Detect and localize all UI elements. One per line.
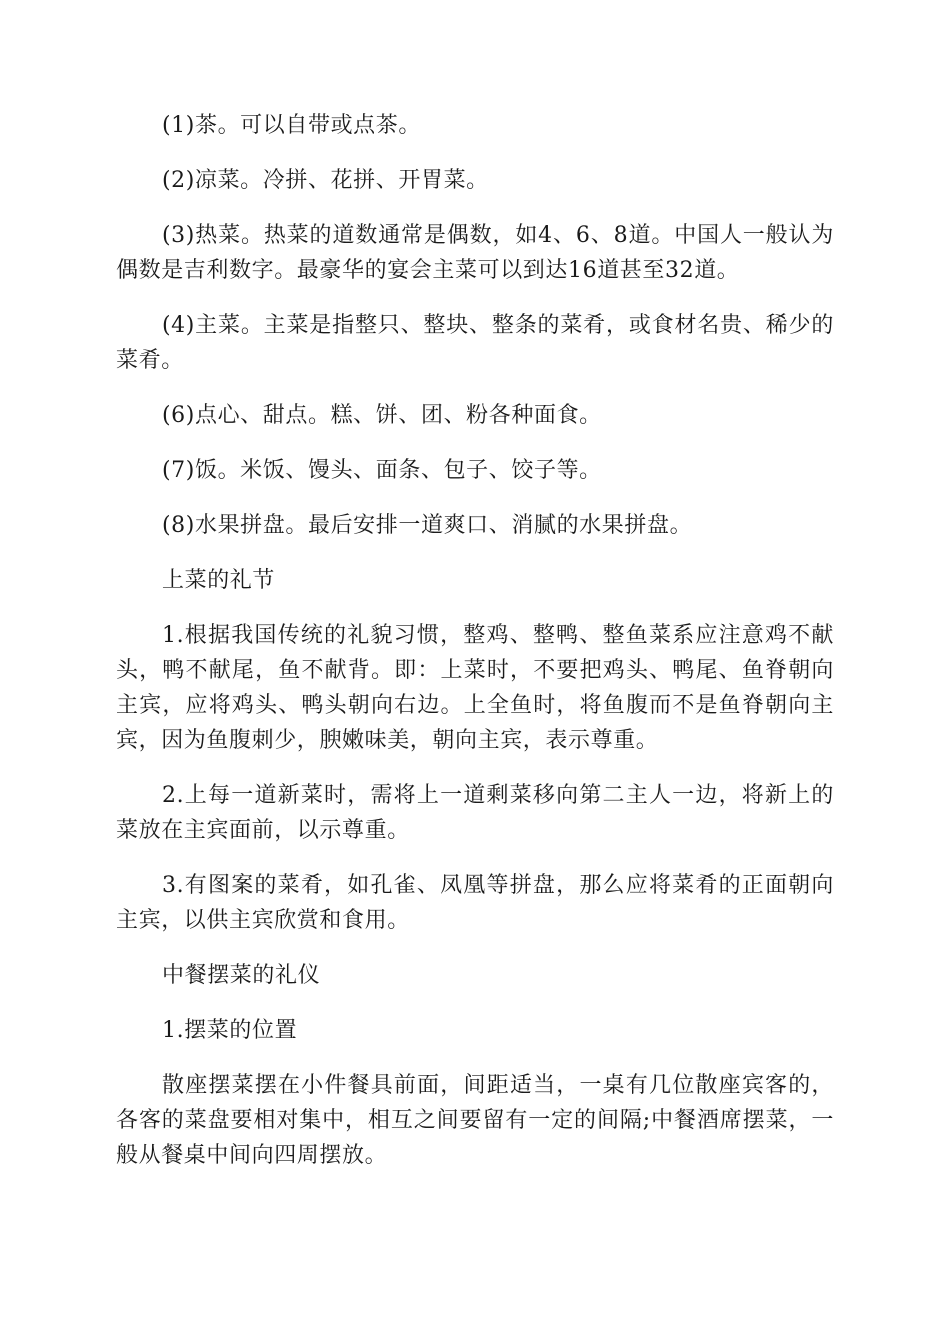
paragraph-tea: (1)茶。可以自带或点茶。 [162,113,421,138]
section-heading-serving-etiquette: 上菜的礼节 [162,568,276,593]
paragraph-cold-dishes: (2)凉菜。冷拼、花拼、开胃菜。 [162,168,489,193]
paragraph-main-dishes: (4)主菜。主菜是指整只、整块、整条的菜肴，或食材名贵、稀少的菜肴。 [116,313,834,373]
subheading-dish-position: 1.摆菜的位置 [162,1018,298,1043]
paragraph-staples: (7)饭。米饭、馒头、面条、包子、饺子等。 [162,458,602,483]
paragraph-desserts: (6)点心、甜点。糕、饼、团、粉各种面食。 [162,403,602,428]
section-heading-placement-etiquette: 中餐摆菜的礼仪 [162,963,321,988]
document-body [116,108,834,1193]
paragraph-fruit-platter: (8)水果拼盘。最后安排一道爽口、消腻的水果拼盘。 [162,513,693,538]
paragraph-dish-placement: 散座摆菜摆在小件餐具前面，间距适当，一桌有几位散座宾客的，各客的菜盘要相对集中，相互之间要留有一定的间隔;中餐酒席摆菜，一般从餐桌中间向四周摆放。 [116,1073,834,1168]
paragraph-serving-rule-1: 1.根据我国传统的礼貌习惯，整鸡、整鸭、整鱼菜系应注意鸡不献头，鸭不献尾，鱼不献背。即：上菜时，不要把鸡头、鸭尾、鱼脊朝向主宾，应将鸡头、鸭头朝向右边。上全鱼时，将鱼腹而不是鱼脊朝向主宾，因为鱼腹刺少，腴嫩味美，朝向主宾，表示尊重。 [116,623,834,753]
paragraph-serving-rule-3: 3.有图案的菜肴，如孔雀、凤凰等拼盘，那么应将菜肴的正面朝向主宾，以供主宾欣赏和食用。 [116,873,834,933]
paragraph-hot-dishes: (3)热菜。热菜的道数通常是偶数，如4、6、8道。中国人一般认为偶数是吉利数字。最豪华的宴会主菜可以到达16道甚至32道。 [116,223,834,283]
paragraph-serving-rule-2: 2.上每一道新菜时，需将上一道剩菜移向第二主人一边，将新上的菜放在主宾面前，以示尊重。 [116,783,834,843]
